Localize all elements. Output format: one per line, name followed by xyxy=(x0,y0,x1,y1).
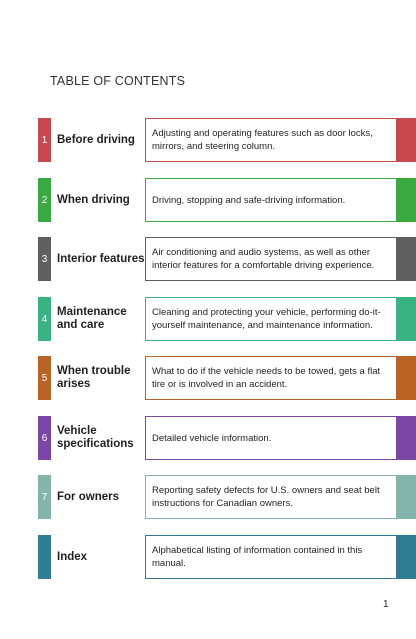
section-description-text: Detailed vehicle information. xyxy=(152,432,272,444)
toc-section-maintenance-and-care[interactable] xyxy=(38,297,416,341)
section-number: 1 xyxy=(41,134,48,146)
section-edge-tab xyxy=(396,297,416,341)
section-edge-tab xyxy=(396,416,416,460)
section-number-tab xyxy=(38,535,51,579)
section-number-tab xyxy=(38,356,51,400)
page-number: 1 xyxy=(383,599,389,610)
section-number: 5 xyxy=(41,372,48,384)
section-description xyxy=(145,297,396,341)
page-title: TABLE OF CONTENTS xyxy=(50,74,186,88)
section-description xyxy=(145,535,396,579)
section-number: 3 xyxy=(41,253,48,265)
toc-section-index[interactable] xyxy=(38,535,416,579)
section-description xyxy=(145,237,396,281)
section-number-tab xyxy=(38,118,51,162)
toc-section-vehicle-specifications[interactable] xyxy=(38,416,416,460)
section-title[interactable]: Index xyxy=(57,550,88,563)
section-title[interactable]: Vehicle specifications xyxy=(57,425,134,450)
section-number: 4 xyxy=(41,313,48,325)
section-description-text: Air conditioning and audio systems, as well as other interior features for a comfortable driving experience. xyxy=(152,247,375,271)
section-title[interactable]: When trouble arises xyxy=(57,365,131,390)
section-edge-tab xyxy=(396,178,416,222)
toc-section-when-trouble-arises[interactable] xyxy=(38,356,416,400)
section-description xyxy=(145,178,396,222)
toc-section-before-driving[interactable] xyxy=(38,118,416,162)
toc-section-interior-features[interactable] xyxy=(38,237,416,281)
section-number-tab xyxy=(38,237,51,281)
section-title[interactable]: Maintenance and care xyxy=(57,306,127,331)
toc-section-for-owners[interactable] xyxy=(38,475,416,519)
section-description-text: Driving, stopping and safe-driving information. xyxy=(152,194,346,206)
toc-section-when-driving[interactable] xyxy=(38,178,416,222)
section-description xyxy=(145,416,396,460)
section-description xyxy=(145,118,396,162)
section-number-tab xyxy=(38,416,51,460)
section-number: 6 xyxy=(41,432,48,444)
section-number: 7 xyxy=(41,491,48,503)
section-title[interactable]: Before driving xyxy=(57,133,135,146)
section-description-text: Alphabetical listing of information contained in this manual. xyxy=(152,545,363,569)
section-description-text: Adjusting and operating features such as door locks, mirrors, and steering column. xyxy=(152,128,373,152)
section-edge-tab xyxy=(396,237,416,281)
section-description xyxy=(145,475,396,519)
section-number-tab xyxy=(38,297,51,341)
section-edge-tab xyxy=(396,118,416,162)
section-edge-tab xyxy=(396,475,416,519)
section-number-tab xyxy=(38,178,51,222)
section-number: 2 xyxy=(41,194,48,206)
section-title[interactable]: When driving xyxy=(57,193,130,206)
section-description xyxy=(145,356,396,400)
section-description-text: What to do if the vehicle needs to be towed, gets a flat tire or is involved in an accident. xyxy=(152,366,381,390)
section-edge-tab xyxy=(396,535,416,579)
section-number-tab xyxy=(38,475,51,519)
section-title[interactable]: For owners xyxy=(57,490,119,503)
section-description-text: Cleaning and protecting your vehicle, performing do-it-yourself maintenance, and maintenance information. xyxy=(152,307,381,331)
section-description-text: Reporting safety defects for U.S. owners and seat belt instructions for Canadian owners. xyxy=(152,485,380,509)
section-edge-tab xyxy=(396,356,416,400)
section-title[interactable]: Interior features xyxy=(57,252,145,265)
